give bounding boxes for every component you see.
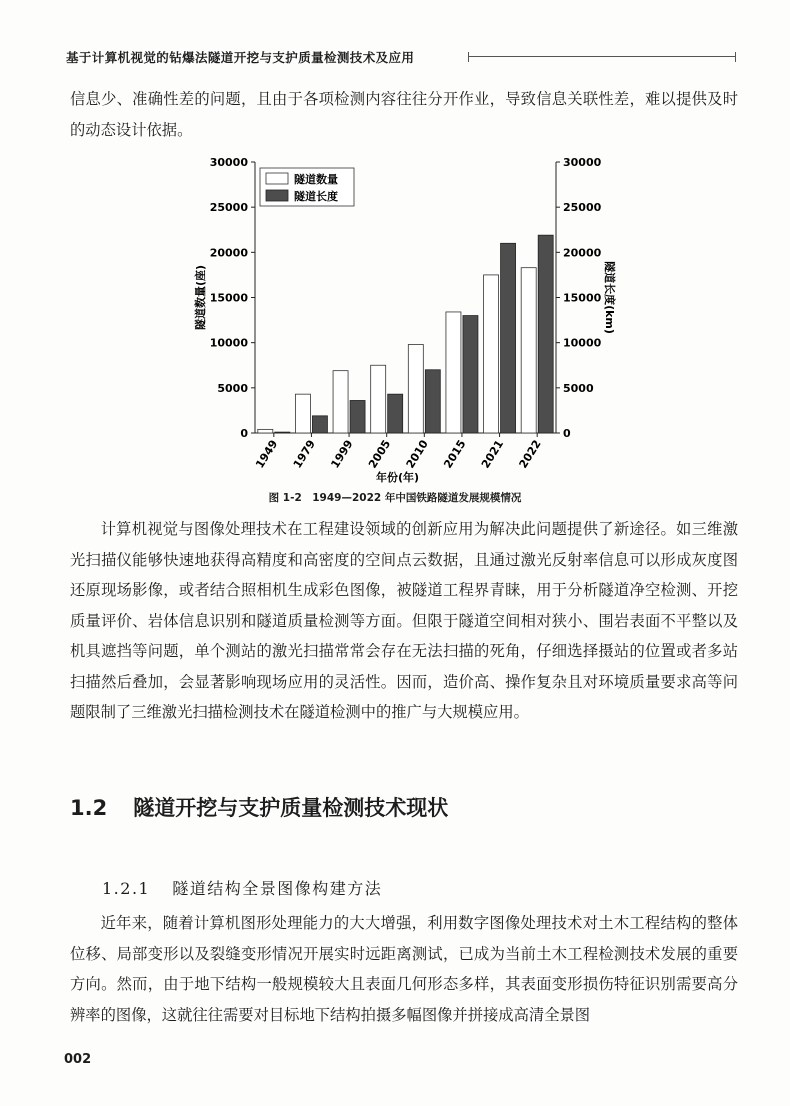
y-tick-label-right: 15000 xyxy=(563,291,602,305)
section-number: 1.2 xyxy=(70,796,108,820)
legend-label-count: 隧道数量 xyxy=(294,173,338,186)
x-tick-label: 2005 xyxy=(365,437,394,471)
bar-count xyxy=(446,312,461,433)
legend-label-length: 隧道长度 xyxy=(294,190,338,203)
bar-count xyxy=(484,275,499,433)
subsection-number: 1.2.1 xyxy=(102,879,151,898)
legend-swatch-count xyxy=(266,173,288,184)
bar-count xyxy=(295,394,310,433)
subsection-heading xyxy=(102,876,382,899)
bar-length xyxy=(350,400,365,433)
bar-length xyxy=(538,235,553,433)
section-heading xyxy=(70,792,448,822)
y-tick-label-right: 5000 xyxy=(563,381,594,395)
bar-count xyxy=(333,371,348,433)
x-tick-label: 2010 xyxy=(403,437,431,471)
x-tick-label: 1979 xyxy=(290,437,318,471)
y-tick-label-right: 20000 xyxy=(563,246,602,260)
running-header-title: 基于计算机视觉的钻爆法隧道开挖与支护质量检测技术及应用 xyxy=(66,50,415,65)
section-title: 隧道开挖与支护质量检测技术现状 xyxy=(133,796,449,820)
bar-length xyxy=(312,416,327,433)
bar-length xyxy=(275,432,290,433)
page-number: 002 xyxy=(64,1052,92,1067)
subsection-title: 隧道结构全景图像构建方法 xyxy=(172,879,383,898)
y-tick-label-left: 20000 xyxy=(209,246,248,260)
x-tick-label: 1999 xyxy=(328,437,356,471)
y-tick-label-left: 30000 xyxy=(209,156,248,169)
running-header xyxy=(66,42,736,72)
x-axis-label: 年份(年) xyxy=(375,471,420,484)
y-tick-label-right: 30000 xyxy=(563,156,602,169)
legend-swatch-length xyxy=(266,190,288,201)
figure-caption: 图 1-2 1949—2022 年中国铁路隧道发展规模情况 xyxy=(268,492,522,504)
x-tick-label: 2015 xyxy=(441,437,469,471)
bar-length xyxy=(388,394,403,433)
bar-count xyxy=(408,344,423,433)
y-tick-label-right: 25000 xyxy=(563,201,602,215)
tunnel-bar-chart xyxy=(190,148,620,488)
y-axis-label-right: 隧道长度(km) xyxy=(603,261,616,334)
header-rule xyxy=(468,56,736,57)
paragraph-intro-continuation: 信息少、准确性差的问题，且由于各项检测内容往往分开作业，导致信息关联性差，难以提供及时的动态设计依据。 xyxy=(70,90,738,139)
y-tick-label-left: 5000 xyxy=(217,381,248,395)
bar-length xyxy=(425,370,440,433)
bar-count xyxy=(521,268,536,433)
bar-count xyxy=(258,429,273,433)
y-tick-label-left: 25000 xyxy=(209,201,248,215)
x-tick-label: 2022 xyxy=(516,437,544,471)
y-axis-label-left: 隧道数量(座) xyxy=(194,264,207,331)
y-tick-label-right: 0 xyxy=(563,427,571,440)
bar-count xyxy=(371,365,386,433)
x-tick-label: 2021 xyxy=(478,437,507,471)
y-tick-label-left: 10000 xyxy=(209,336,248,350)
y-tick-label-left: 0 xyxy=(240,427,248,440)
x-tick-label: 1949 xyxy=(253,437,281,471)
bar-length xyxy=(463,316,478,433)
bar-length xyxy=(501,243,516,433)
y-tick-label-right: 10000 xyxy=(563,336,602,350)
y-tick-label-left: 15000 xyxy=(209,291,248,305)
paragraph-panorama-intro: 近年来，随着计算机图形处理能力的大大增强，利用数字图像处理技术对土木工程结构的整体位移、局部变形以及裂缝变形情况开展实时远距离测试，已成为当前土木工程检测技术发展的重要方向。然而，由于地下结构一般规模较大且表面几何形态多样，其表面变形损伤特征识别需要高分辨率的图像，这就往往需要对目标地下结构拍摄多幅图像并拼接成高清全景图 xyxy=(70,914,738,1024)
figure-chart xyxy=(190,148,620,488)
paragraph-cv-application: 计算机视觉与图像处理技术在工程建设领域的创新应用为解决此问题提供了新途径。如三维激光扫描仪能够快速地获得高精度和高密度的空间点云数据，且通过激光反射率信息可以形成灰度图还原现场影像，或者结合照相机生成彩色图像，被隧道工程界青睐，用于分析隧道净空检测、开挖质量评价、岩体信息识别和隧道质量检测等方面。但限于隧道空间相对狭小、围岩表面不平整以及机具遮挡等问题，单个测站的激光扫描常常会存在无法扫描的死角，仔细选择摄站的位置或者多站扫描然后叠加，会显著影响现场应用的灵活性。因而，造价高、操作复杂且对环境质量要求高等问题限制了三维激光扫描检测技术在隧道检测中的推广与大规模应用。 xyxy=(70,520,738,721)
